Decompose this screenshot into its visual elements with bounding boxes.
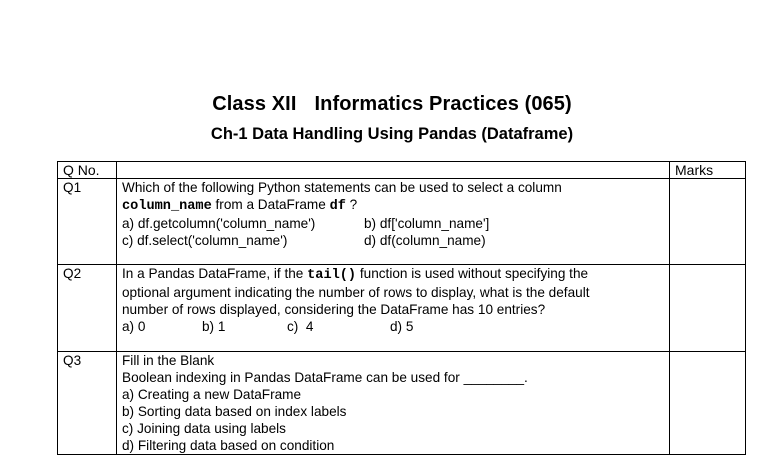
- code-snippet: tail(): [307, 268, 357, 283]
- option-b: b) 1: [202, 319, 226, 334]
- option-a: a) df.getcolumn('column_name'): [122, 216, 316, 231]
- question-fragment: In a Pandas DataFrame, if the: [122, 266, 308, 281]
- options-line: [122, 318, 669, 335]
- header-question: [117, 162, 670, 179]
- question-fragment: ?: [345, 197, 358, 212]
- question-line: number of rows displayed, considering the DataFrame has 10 entries?: [122, 302, 546, 317]
- table-row: [58, 265, 746, 352]
- question-line: optional argument indicating the number of rows to display, what is the default: [122, 285, 590, 300]
- question-text: [117, 265, 670, 352]
- options-line: [122, 215, 669, 232]
- code-snippet: df: [329, 199, 346, 214]
- marks-cell: [670, 265, 746, 352]
- question-line: Fill in the Blank: [122, 353, 215, 368]
- option-d: d) df(column_name): [364, 233, 486, 248]
- question-text: [117, 352, 670, 455]
- question-number: Q3: [58, 352, 117, 455]
- table-row: [58, 352, 746, 455]
- options-line: [122, 232, 669, 249]
- header-marks: Marks: [670, 162, 746, 179]
- question-number: Q1: [58, 179, 117, 265]
- option-a: a) Creating a new DataFrame: [122, 387, 302, 402]
- question-number: Q2: [58, 265, 117, 352]
- option-c: c) df.select('column_name'): [122, 233, 288, 248]
- header-qno: Q No.: [58, 162, 117, 179]
- table-header-row: [58, 162, 746, 179]
- table-row: [58, 179, 746, 265]
- chapter-title: Ch-1 Data Handling Using Pandas (Dataframe): [210, 125, 574, 143]
- subject-label: Informatics Practices (065): [314, 93, 572, 115]
- question-fragment: function is used without specifying the: [356, 266, 589, 281]
- question-line: [122, 196, 669, 215]
- question-fragment: from a DataFrame: [211, 197, 330, 212]
- option-c: c) Joining data using labels: [122, 421, 286, 436]
- page-title: [0, 93, 784, 116]
- option-b: b) df['column_name']: [364, 216, 490, 231]
- code-snippet: column_name: [122, 199, 212, 214]
- option-c: c) 4: [287, 319, 314, 334]
- question-line: Which of the following Python statements can be used to select a column: [122, 180, 562, 195]
- option-b: b) Sorting data based on index labels: [122, 404, 347, 419]
- marks-cell: [670, 179, 746, 265]
- question-text: [117, 179, 670, 265]
- marks-cell: [670, 352, 746, 455]
- question-line: [122, 265, 669, 284]
- option-a: a) 0: [122, 319, 146, 334]
- question-table: [57, 161, 746, 455]
- option-d: d) 5: [390, 319, 414, 334]
- option-d: d) Filtering data based on condition: [122, 438, 335, 453]
- question-line: Boolean indexing in Pandas DataFrame can be used for ________.: [122, 370, 528, 385]
- class-label: Class XII: [212, 93, 297, 115]
